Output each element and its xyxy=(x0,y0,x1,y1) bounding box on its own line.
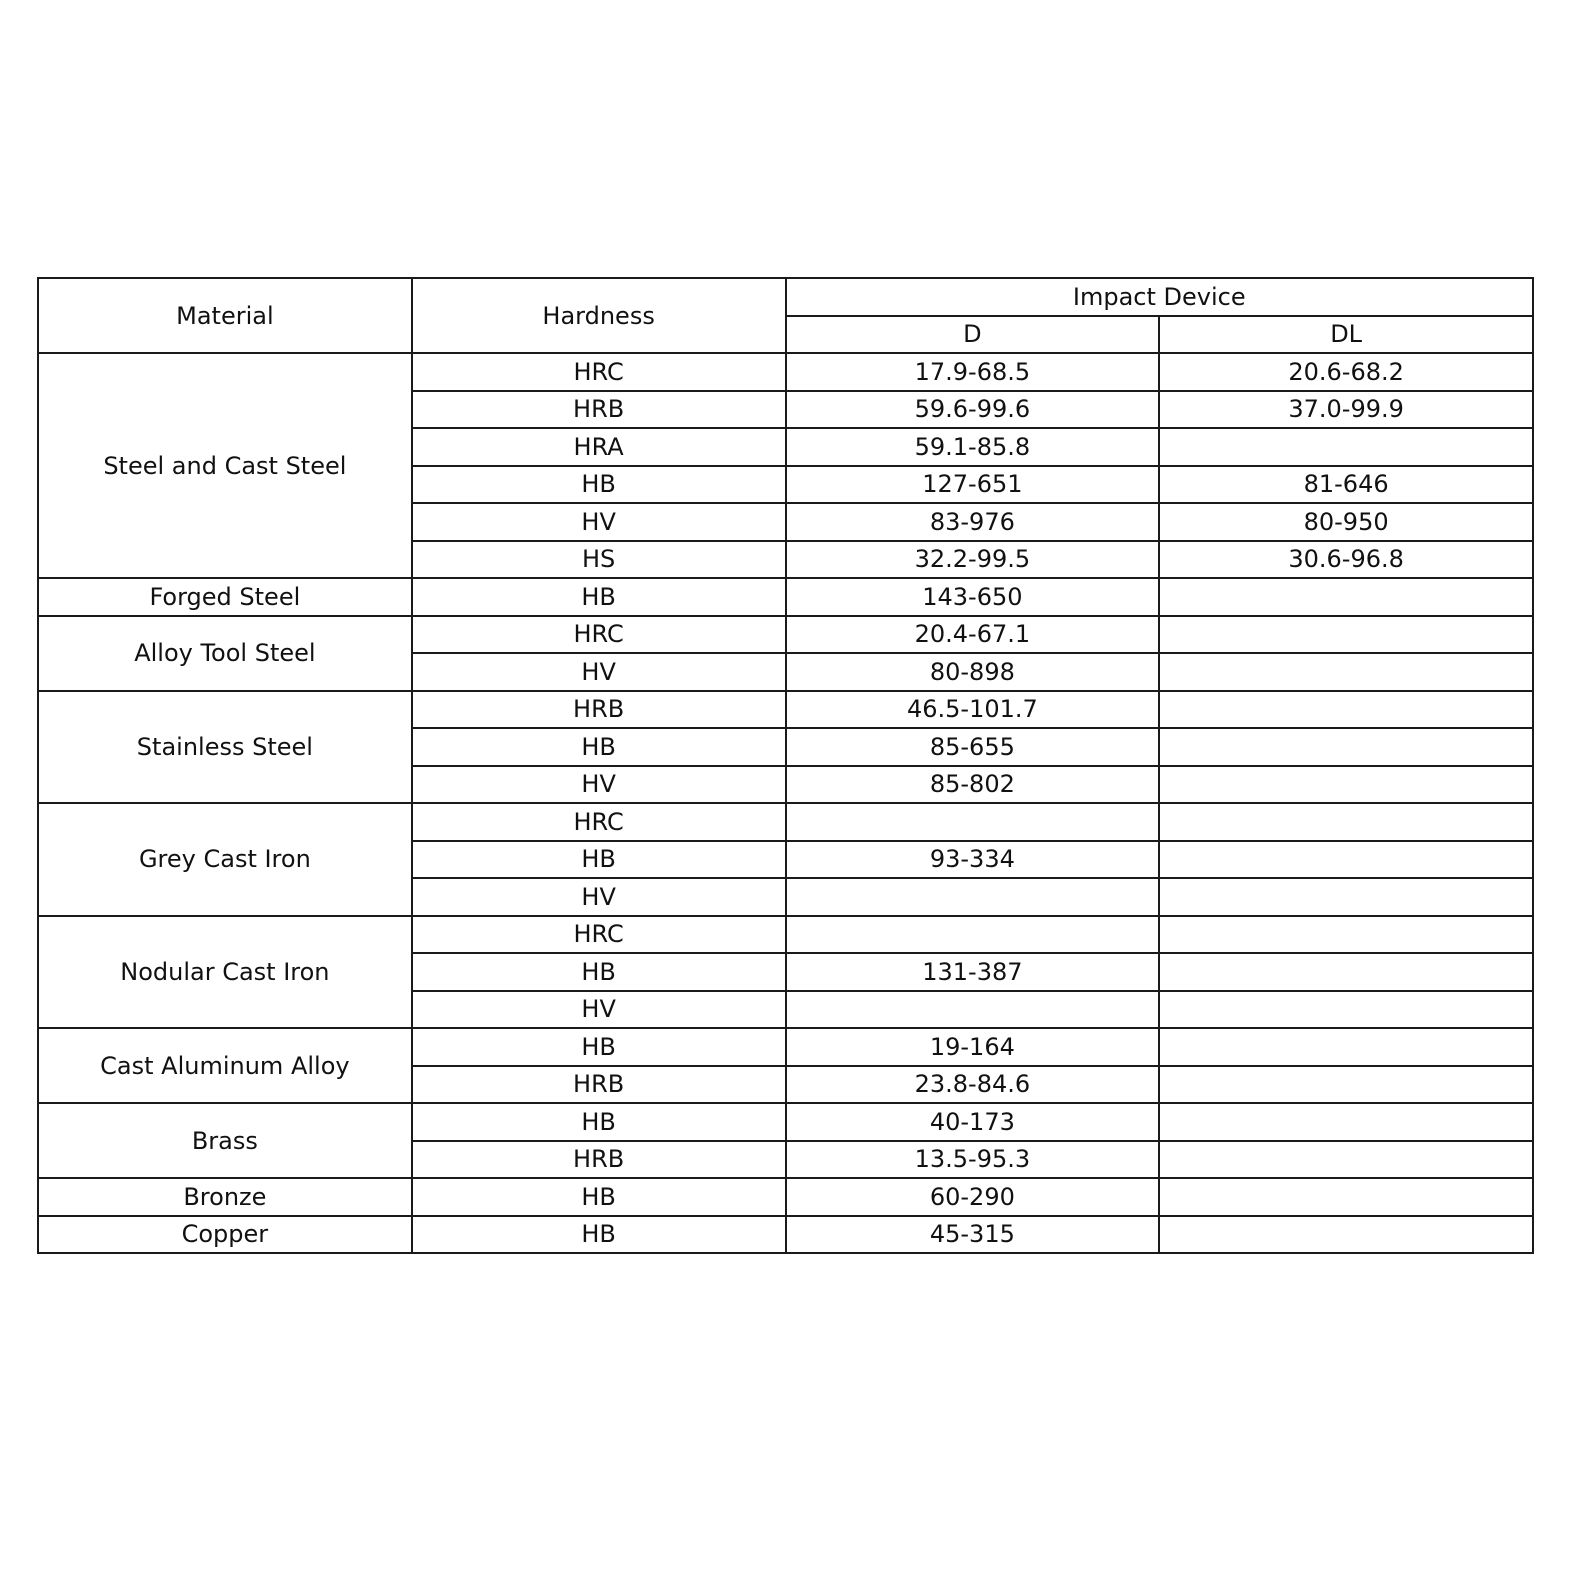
hardness-cell: HB xyxy=(412,1216,786,1254)
table-row xyxy=(38,803,1533,841)
hardness-cell: HS xyxy=(412,541,786,579)
material-header: Material xyxy=(38,278,412,353)
impact-d-cell: 85-802 xyxy=(786,766,1160,804)
material-cell: Nodular Cast Iron xyxy=(38,916,412,1029)
table-row xyxy=(38,616,1533,654)
hardness-cell: HRC xyxy=(412,916,786,954)
impact-dl-cell xyxy=(1159,766,1533,804)
hardness-cell: HB xyxy=(412,578,786,616)
impact-d-cell: 93-334 xyxy=(786,841,1160,879)
hardness-cell: HB xyxy=(412,1103,786,1141)
impact-dl-cell xyxy=(1159,1028,1533,1066)
impact-device-header: Impact Device xyxy=(786,278,1534,316)
impact-d-cell: 23.8-84.6 xyxy=(786,1066,1160,1104)
impact-dl-cell xyxy=(1159,953,1533,991)
impact-d-cell: 85-655 xyxy=(786,728,1160,766)
table-row xyxy=(38,916,1533,954)
hardness-cell: HB xyxy=(412,466,786,504)
material-cell: Bronze xyxy=(38,1178,412,1216)
hardness-cell: HV xyxy=(412,503,786,541)
hardness-cell: HRC xyxy=(412,803,786,841)
impact-d-cell xyxy=(786,916,1160,954)
impact-dl-cell xyxy=(1159,878,1533,916)
hardness-cell: HRB xyxy=(412,691,786,729)
hardness-cell: HB xyxy=(412,953,786,991)
hardness-cell: HRB xyxy=(412,1066,786,1104)
impact-dl-cell xyxy=(1159,728,1533,766)
hardness-cell: HV xyxy=(412,991,786,1029)
impact-d-cell: 143-650 xyxy=(786,578,1160,616)
d-header: D xyxy=(786,316,1160,354)
hardness-cell: HRB xyxy=(412,1141,786,1179)
impact-d-cell: 59.6-99.6 xyxy=(786,391,1160,429)
impact-dl-cell xyxy=(1159,1141,1533,1179)
material-cell: Cast Aluminum Alloy xyxy=(38,1028,412,1103)
impact-dl-cell xyxy=(1159,803,1533,841)
hardness-cell: HRB xyxy=(412,391,786,429)
impact-dl-cell xyxy=(1159,1178,1533,1216)
impact-dl-cell xyxy=(1159,841,1533,879)
impact-d-cell: 45-315 xyxy=(786,1216,1160,1254)
impact-dl-cell xyxy=(1159,1066,1533,1104)
impact-d-cell: 60-290 xyxy=(786,1178,1160,1216)
impact-d-cell: 20.4-67.1 xyxy=(786,616,1160,654)
impact-dl-cell xyxy=(1159,916,1533,954)
hardness-cell: HRA xyxy=(412,428,786,466)
impact-d-cell: 131-387 xyxy=(786,953,1160,991)
impact-dl-cell: 37.0-99.9 xyxy=(1159,391,1533,429)
dl-header: DL xyxy=(1159,316,1533,354)
impact-dl-cell: 30.6-96.8 xyxy=(1159,541,1533,579)
hardness-header: Hardness xyxy=(412,278,786,353)
hardness-cell: HB xyxy=(412,1178,786,1216)
table-header xyxy=(38,278,1533,353)
header-row xyxy=(38,278,1533,316)
impact-d-cell: 13.5-95.3 xyxy=(786,1141,1160,1179)
material-cell: Stainless Steel xyxy=(38,691,412,804)
material-cell: Brass xyxy=(38,1103,412,1178)
impact-dl-cell xyxy=(1159,616,1533,654)
impact-d-cell: 40-173 xyxy=(786,1103,1160,1141)
impact-d-cell xyxy=(786,878,1160,916)
table-row xyxy=(38,1178,1533,1216)
impact-d-cell: 127-651 xyxy=(786,466,1160,504)
impact-d-cell: 46.5-101.7 xyxy=(786,691,1160,729)
impact-d-cell: 80-898 xyxy=(786,653,1160,691)
material-cell: Steel and Cast Steel xyxy=(38,353,412,578)
table-row xyxy=(38,1216,1533,1254)
impact-d-cell: 32.2-99.5 xyxy=(786,541,1160,579)
impact-d-cell: 83-976 xyxy=(786,503,1160,541)
impact-dl-cell xyxy=(1159,1216,1533,1254)
hardness-cell: HB xyxy=(412,1028,786,1066)
impact-d-cell xyxy=(786,803,1160,841)
impact-d-cell: 19-164 xyxy=(786,1028,1160,1066)
impact-dl-cell xyxy=(1159,653,1533,691)
material-cell: Copper xyxy=(38,1216,412,1254)
impact-dl-cell xyxy=(1159,1103,1533,1141)
hardness-cell: HRC xyxy=(412,353,786,391)
impact-dl-cell xyxy=(1159,991,1533,1029)
table-body xyxy=(38,353,1533,1253)
impact-d-cell: 59.1-85.8 xyxy=(786,428,1160,466)
hardness-cell: HV xyxy=(412,766,786,804)
impact-dl-cell: 20.6-68.2 xyxy=(1159,353,1533,391)
impact-dl-cell xyxy=(1159,691,1533,729)
material-cell: Alloy Tool Steel xyxy=(38,616,412,691)
hardness-cell: HB xyxy=(412,728,786,766)
material-cell: Grey Cast Iron xyxy=(38,803,412,916)
impact-d-cell xyxy=(786,991,1160,1029)
table-row xyxy=(38,1103,1533,1141)
impact-dl-cell xyxy=(1159,578,1533,616)
material-cell: Forged Steel xyxy=(38,578,412,616)
table-row xyxy=(38,353,1533,391)
impact-d-cell: 17.9-68.5 xyxy=(786,353,1160,391)
impact-dl-cell: 81-646 xyxy=(1159,466,1533,504)
table-row xyxy=(38,578,1533,616)
hardness-cell: HB xyxy=(412,841,786,879)
table-row xyxy=(38,1028,1533,1066)
hardness-cell: HRC xyxy=(412,616,786,654)
hardness-cell: HV xyxy=(412,653,786,691)
table-row xyxy=(38,691,1533,729)
impact-dl-cell xyxy=(1159,428,1533,466)
impact-dl-cell: 80-950 xyxy=(1159,503,1533,541)
hardness-cell: HV xyxy=(412,878,786,916)
hardness-table xyxy=(37,277,1534,1254)
